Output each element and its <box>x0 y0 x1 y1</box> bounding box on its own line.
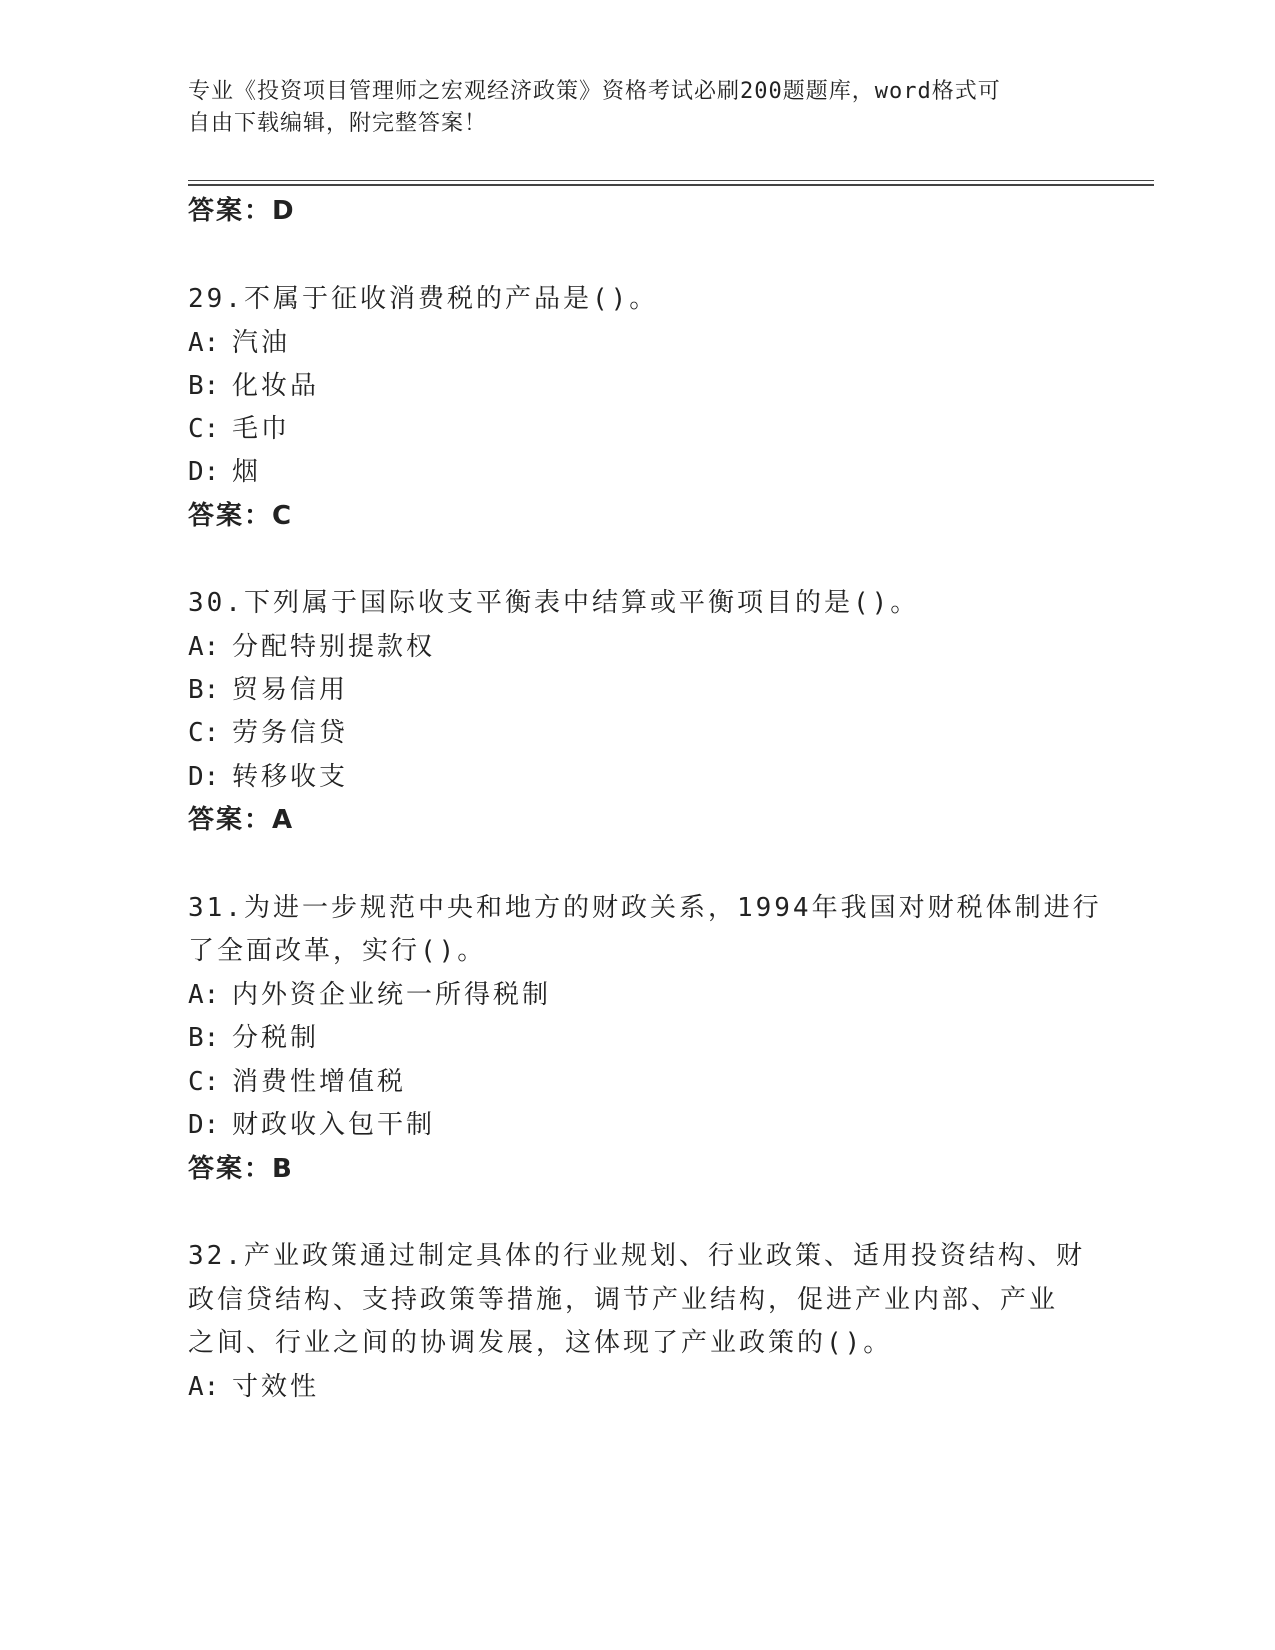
header-line-2: 自由下载编辑，附完整答案！ <box>188 111 488 136</box>
question-31-option-a <box>188 974 551 1011</box>
question-29-option-c <box>188 408 290 445</box>
question-31-answer: 答案：B <box>188 1154 294 1184</box>
option-letter: A: <box>188 1372 220 1402</box>
option-text: 毛巾 <box>232 414 291 444</box>
option-text: 劳务信贷 <box>232 718 349 748</box>
option-letter: B: <box>188 371 220 401</box>
option-text: 消费性增值税 <box>232 1067 407 1097</box>
option-text: 分配特别提款权 <box>232 632 436 662</box>
option-letter: C: <box>188 1067 220 1097</box>
option-letter: D: <box>188 762 220 792</box>
option-letter: C: <box>188 414 220 444</box>
option-text: 烟 <box>232 457 262 487</box>
question-29-option-b <box>188 365 319 402</box>
document-header <box>188 76 1068 140</box>
option-text: 分税制 <box>232 1023 320 1053</box>
option-text: 内外资企业统一所得税制 <box>232 980 552 1010</box>
option-letter: C: <box>188 718 220 748</box>
question-29-answer: 答案：C <box>188 501 294 531</box>
question-31-stem-line-2: 了全面改革，实行()。 <box>188 936 487 966</box>
option-letter: D: <box>188 1110 220 1140</box>
header-divider-thin <box>188 180 1154 181</box>
option-text: 财政收入包干制 <box>232 1110 436 1140</box>
option-text: 转移收支 <box>232 762 349 792</box>
question-32-stem-line-2: 政信贷结构、支持政策等措施，调节产业结构，促进产业内部、产业 <box>188 1285 1059 1315</box>
option-text: 化妆品 <box>232 371 320 401</box>
question-32-stem-line-3: 之间、行业之间的协调发展，这体现了产业政策的()。 <box>188 1328 893 1358</box>
option-letter: A: <box>188 980 220 1010</box>
question-31-option-d <box>188 1104 435 1141</box>
option-letter: A: <box>188 328 220 358</box>
question-30-option-a <box>188 626 435 663</box>
header-divider-thick <box>188 184 1154 186</box>
option-text: 汽油 <box>232 328 291 358</box>
option-text: 寸效性 <box>232 1372 320 1402</box>
header-line-1: 专业《投资项目管理师之宏观经济政策》资格考试必刷200题题库，word格式可 <box>188 79 1001 104</box>
question-30-option-c <box>188 712 348 749</box>
question-30-stem: 30.下列属于国际收支平衡表中结算或平衡项目的是()。 <box>188 588 920 618</box>
option-letter: D: <box>188 457 220 487</box>
question-30-option-d <box>188 756 348 793</box>
question-30-option-b <box>188 669 348 706</box>
question-31-stem-line-1: 31.为进一步规范中央和地方的财政关系，1994年我国对财税体制进行 <box>188 893 1102 923</box>
question-31-option-b <box>188 1017 319 1054</box>
option-letter: B: <box>188 1023 220 1053</box>
option-text: 贸易信用 <box>232 675 349 705</box>
question-32-option-a <box>188 1366 319 1403</box>
answer-previous: 答案：D <box>188 196 296 226</box>
option-letter: A: <box>188 632 220 662</box>
option-letter: B: <box>188 675 220 705</box>
question-29-option-a <box>188 322 290 359</box>
question-29-option-d <box>188 451 261 488</box>
question-32-stem-line-1: 32.产业政策通过制定具体的行业规划、行业政策、适用投资结构、财 <box>188 1241 1085 1271</box>
question-29-stem: 29.不属于征收消费税的产品是()。 <box>188 284 659 314</box>
question-31-option-c <box>188 1061 406 1098</box>
question-30-answer: 答案：A <box>188 805 295 835</box>
